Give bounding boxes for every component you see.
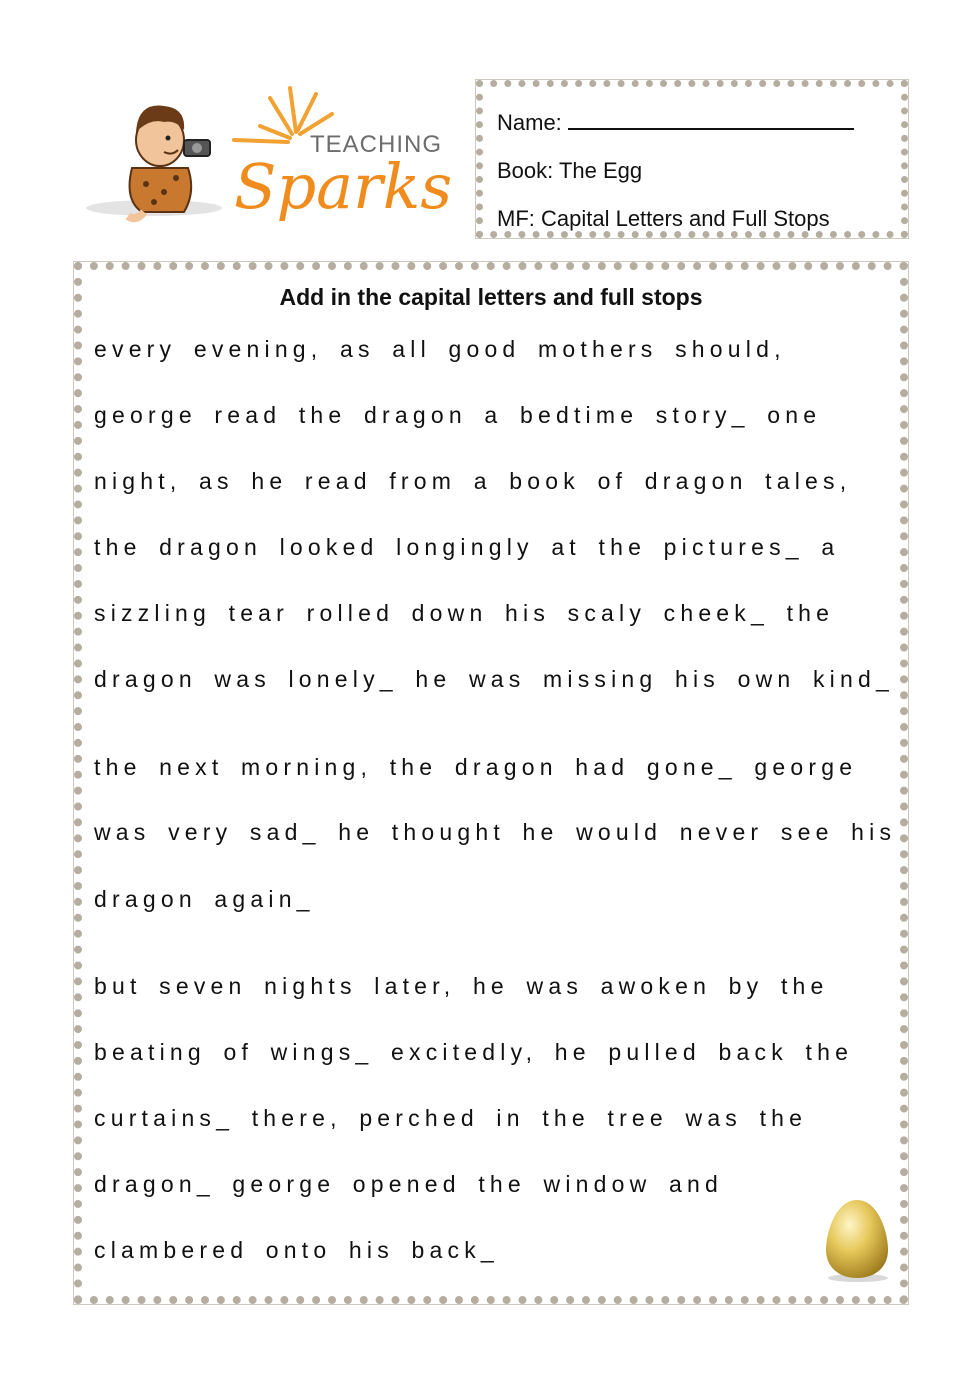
svg-text:Sparks: Sparks — [234, 150, 453, 223]
text-line: dragon was lonely_ he was missing his own kind_ — [94, 666, 894, 692]
name-label: Name: — [497, 110, 562, 135]
student-info-box — [476, 80, 908, 238]
text-line: george read the dragon a bedtime story_ one — [94, 402, 822, 428]
worksheet-panel — [74, 262, 908, 1304]
text-line: clambered onto his back_ — [94, 1237, 499, 1263]
golden-egg-icon — [820, 1196, 894, 1284]
mf-line: MF: Capital Letters and Full Stops — [497, 206, 830, 231]
svg-text:TEACHING: TEACHING — [310, 131, 443, 158]
text-line: sizzling tear rolled down his scaly cheek_ the — [94, 600, 835, 626]
book-line: Book: The Egg — [497, 158, 643, 183]
text-line: every evening, as all good mothers should, — [94, 336, 786, 362]
text-line: dragon again_ — [94, 886, 315, 912]
text-line: beating of wings_ excitedly, he pulled back the — [94, 1039, 854, 1065]
text-line: but seven nights later, he was awoken by the — [94, 973, 829, 999]
text-line: night, as he read from a book of dragon tales, — [94, 468, 852, 494]
text-line: curtains_ there, perched in the tree was the — [94, 1105, 808, 1131]
text-line: the dragon looked longingly at the pictures_ a — [94, 534, 840, 560]
worksheet-title: Add in the capital letters and full stops — [279, 284, 703, 310]
name-line — [497, 99, 887, 147]
text-line: was very sad_ he thought he would never see his — [94, 819, 897, 845]
caveman-mascot-icon — [128, 106, 210, 219]
name-blank-field[interactable] — [568, 108, 854, 130]
text-line: dragon_ george opened the window and — [94, 1171, 723, 1197]
text-line: the next morning, the dragon had gone_ george — [94, 754, 858, 780]
teaching-sparks-logo — [84, 80, 464, 230]
